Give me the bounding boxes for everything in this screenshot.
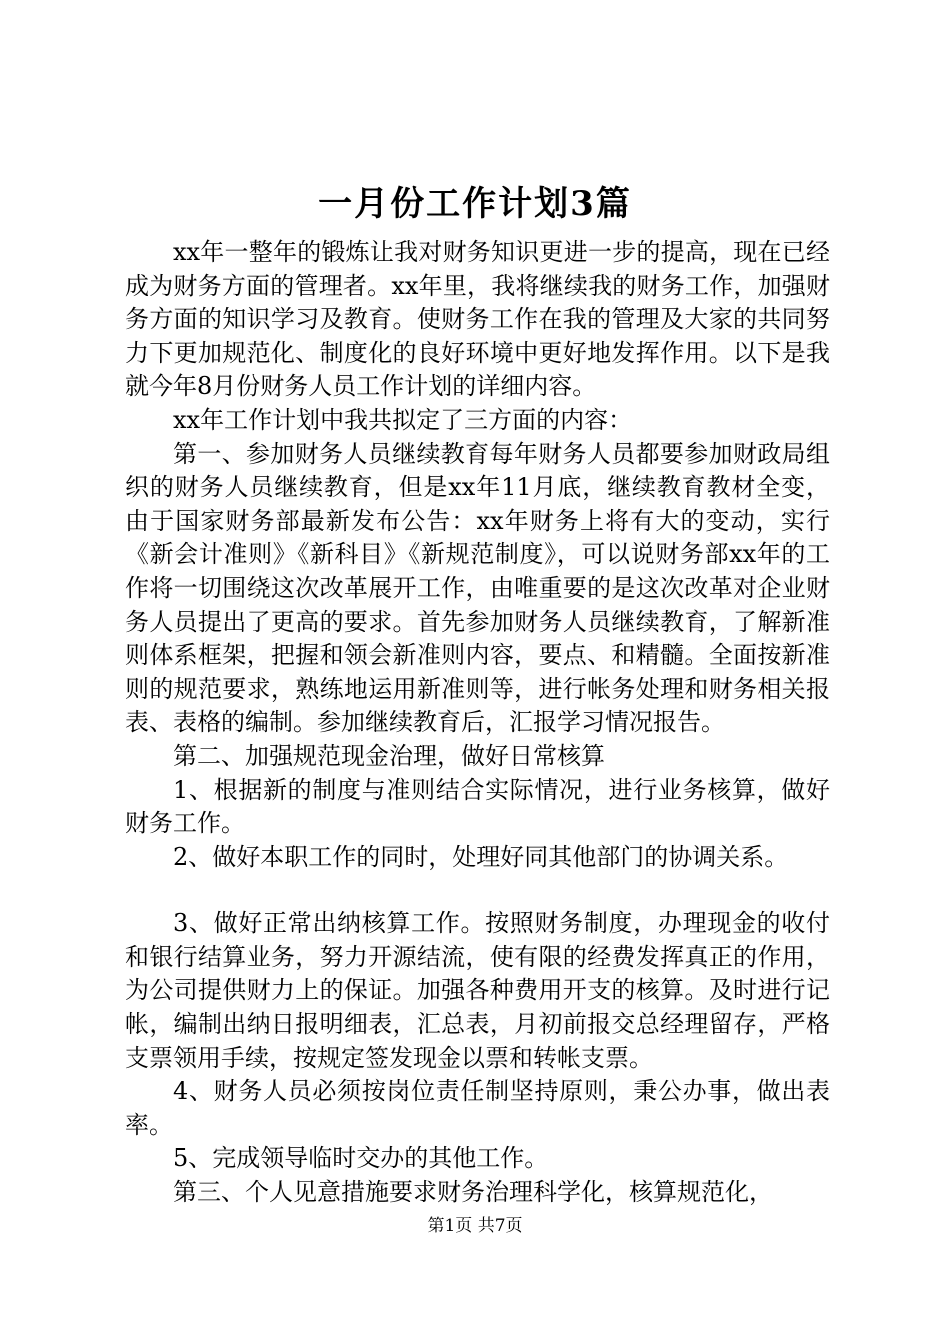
paragraph-plan-overview: xx年工作计划中我共拟定了三方面的内容： xyxy=(173,405,633,434)
paragraph-section-one: 第一、参加财务人员继续教育每年财务人员都要参加财政局组织的财务人员继续教育，但是xx年11月底，继续教育教材全变，由于国家财务部最新发布公告：xx年财务上将有大的变动，实行《新会计准则》《新科目》《新规范制度》，可以说财务部xx年的工作将一切围绕这次改革展开工作，由唯重要的是这次改革对企业财务人员提出了更高的要求。首先参加财务人员继续教育，了解新准则体系框架，把握和领会新准则内容，要点、和精髓。全面按新准则的规范要求，熟练地运用新准则等，进行帐务处理和财务相关报表、表格的编制。参加继续教育后，汇报学习情况报告。 xyxy=(125,439,830,737)
document-body xyxy=(125,236,830,1210)
paragraph-item-5: 5、完成领导临时交办的其他工作。 xyxy=(173,1144,549,1173)
page-number-footer: 第1页 共7页 xyxy=(427,1216,523,1236)
paragraph-item-1: 1、根据新的制度与准则结合实际情况，进行业务核算，做好财务工作。 xyxy=(125,775,830,838)
paragraph-intro: xx年一整年的锻炼让我对财务知识更进一步的提高，现在已经成为财务方面的管理者。xx年里，我将继续我的财务工作，加强财务方面的知识学习及教育。使财务工作在我的管理及大家的共同努力下更加规范化、制度化的良好环境中更好地发挥作用。以下是我就今年8月份财务人员工作计划的详细内容。 xyxy=(125,238,830,401)
paragraph-section-two-heading: 第二、加强规范现金治理，做好日常核算 xyxy=(173,741,605,770)
paragraph-item-3: 3、做好正常出纳核算工作。按照财务制度，办理现金的收付和银行结算业务，努力开源结流，使有限的经费发挥真正的作用，为公司提供财力上的保证。加强各种费用开支的核算。及时进行记帐，编制出纳日报明细表，汇总表，月初前报交总经理留存，严格支票领用手续，按规定签发现金以票和转帐支票。 xyxy=(125,909,830,1072)
document-title: 一月份工作计划3篇 xyxy=(318,184,632,224)
paragraph-item-4: 4、财务人员必须按岗位责任制坚持原则，秉公办事，做出表率。 xyxy=(125,1077,830,1139)
paragraph-section-three: 第三、个人见意措施要求财务治理科学化，核算规范化， xyxy=(173,1178,773,1207)
paragraph-item-2: 2、做好本职工作的同时，处理好同其他部门的协调关系。 xyxy=(173,842,789,871)
